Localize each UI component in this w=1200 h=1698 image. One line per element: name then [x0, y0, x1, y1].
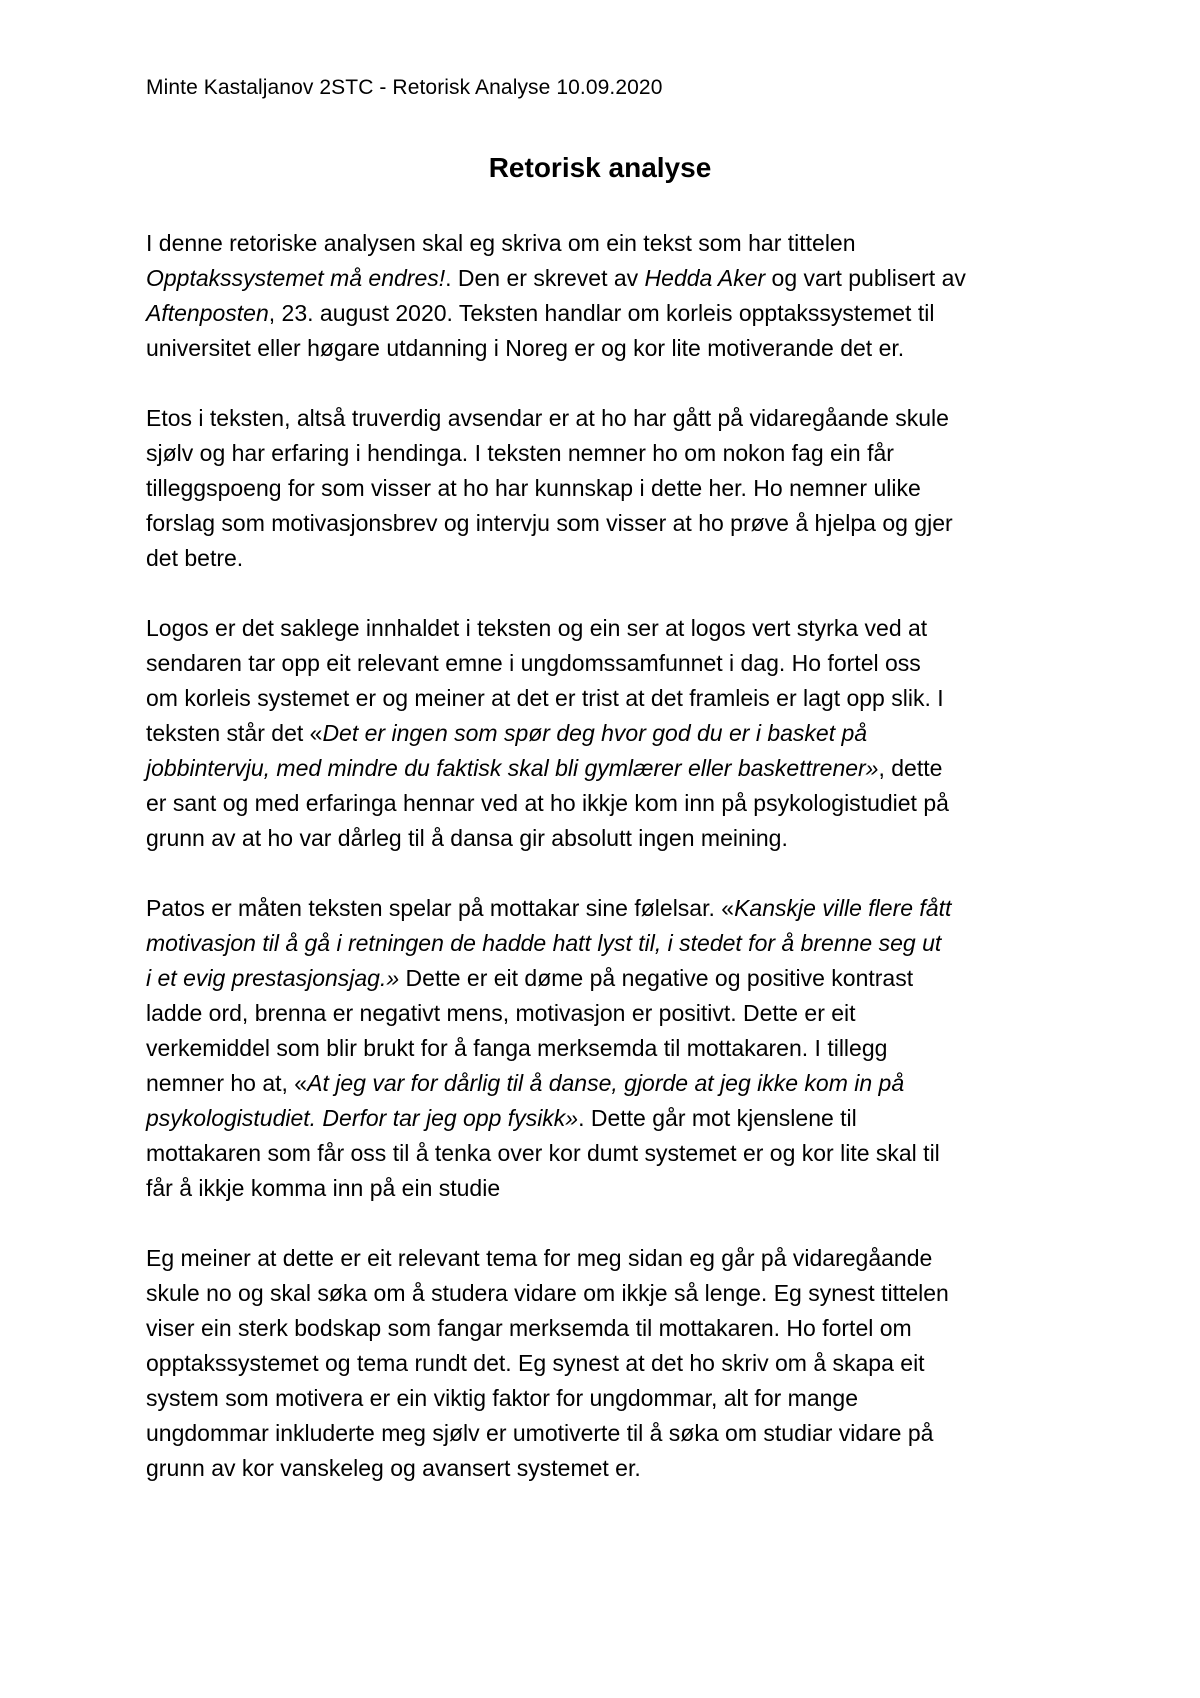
text-run: Logos er det saklege innhaldet i teksten og ein ser at logos vert styrka ved at	[146, 615, 928, 641]
text-line	[146, 996, 1076, 1031]
text-line	[146, 1346, 1076, 1381]
italic-text: Aftenposten	[146, 300, 269, 326]
text-run: om korleis systemet er og meiner at det er trist at det framleis er lagt opp slik. I	[146, 685, 944, 711]
italic-text: motivasjon til å gå i retningen de hadde hatt lyst til, i stedet for å brenne seg ut	[146, 930, 942, 956]
italic-text: Opptakssystemet må endres!	[146, 265, 446, 291]
paragraph	[146, 401, 1076, 576]
text-run: grunn av kor vanskeleg og avansert systemet er.	[146, 1455, 641, 1481]
paragraph	[146, 226, 1076, 366]
italic-text: jobbintervju, med mindre du faktisk skal bli gymlærer eller baskettrener»	[146, 755, 879, 781]
text-line	[146, 331, 1076, 366]
text-run: Etos i teksten, altså truverdig avsendar er at ho har gått på vidaregåande skule	[146, 405, 949, 431]
text-line	[146, 1311, 1076, 1346]
paragraph	[146, 891, 1076, 1206]
text-run: forslag som motivasjonsbrev og intervju som visser at ho prøve å hjelpa og gjer	[146, 510, 953, 536]
text-run: , dette	[878, 755, 943, 781]
text-line	[146, 1276, 1076, 1311]
text-line	[146, 1101, 1076, 1136]
text-run: nemner ho at, «	[146, 1070, 308, 1096]
document-header: Minte Kastaljanov 2STC - Retorisk Analyse 10.09.2020	[146, 76, 663, 99]
text-run: Patos er måten teksten spelar på mottakar sine følelsar. «	[146, 895, 735, 921]
text-line	[146, 716, 1076, 751]
text-run: ungdommar inkluderte meg sjølv er umotiverte til å søka om studiar vidare på	[146, 1420, 934, 1446]
text-line	[146, 261, 1076, 296]
text-run: er sant og med erfaringa hennar ved at ho ikkje kom inn på psykologistudiet på	[146, 790, 949, 816]
text-run: Dette er eit døme på negative og positive kontrast	[399, 965, 914, 991]
italic-text: Det er ingen som spør deg hvor god du er i basket på	[322, 720, 868, 746]
text-line	[146, 1066, 1076, 1101]
text-run: verkemiddel som blir brukt for å fanga merksemda til mottakaren. I tillegg	[146, 1035, 888, 1061]
text-line	[146, 646, 1076, 681]
text-line	[146, 401, 1076, 436]
text-run: det betre.	[146, 545, 244, 571]
text-run: . Den er skrevet av	[445, 265, 645, 291]
text-line	[146, 1451, 1076, 1486]
text-run: skule no og skal søka om å studera vidare om ikkje så lenge. Eg synest tittelen	[146, 1280, 949, 1306]
text-line	[146, 436, 1076, 471]
italic-text: psykologistudiet. Derfor tar jeg opp fysikk»	[146, 1105, 579, 1131]
text-line	[146, 786, 1076, 821]
text-run: sjølv og har erfaring i hendinga. I teksten nemner ho om nokon fag ein får	[146, 440, 894, 466]
text-run: system som motivera er ein viktig faktor for ungdommar, alt for mange	[146, 1385, 858, 1411]
text-line	[146, 1416, 1076, 1451]
text-line	[146, 926, 1076, 961]
text-line	[146, 891, 1076, 926]
text-line	[146, 961, 1076, 996]
text-run: , 23. august 2020. Teksten handlar om korleis opptakssystemet til	[268, 300, 935, 326]
text-run: mottakaren som får oss til å tenka over kor dumt systemet er og kor lite skal til	[146, 1140, 940, 1166]
text-line	[146, 541, 1076, 576]
italic-text: Hedda Aker	[644, 265, 766, 291]
text-line	[146, 751, 1076, 786]
italic-text: At jeg var for dårlig til å danse, gjorde at jeg ikke kom in på	[307, 1070, 905, 1096]
text-run: ladde ord, brenna er negativt mens, motivasjon er positivt. Dette er eit	[146, 1000, 856, 1026]
text-run: og vart publisert av	[765, 265, 966, 291]
text-line	[146, 296, 1076, 331]
text-run: I denne retoriske analysen skal eg skriva om ein tekst som har tittelen	[146, 230, 856, 256]
text-run: viser ein sterk bodskap som fangar merksemda til mottakaren. Ho fortel om	[146, 1315, 912, 1341]
text-run: sendaren tar opp eit relevant emne i ungdomssamfunnet i dag. Ho fortel oss	[146, 650, 921, 676]
text-run: Eg meiner at dette er eit relevant tema for meg sidan eg går på vidaregåande	[146, 1245, 933, 1271]
text-run: opptakssystemet og tema rundt det. Eg synest at det ho skriv om å skapa eit	[146, 1350, 925, 1376]
italic-text: i et evig prestasjonsjag.»	[146, 965, 400, 991]
text-line	[146, 471, 1076, 506]
text-line	[146, 821, 1076, 856]
text-run: får å ikkje komma inn på ein studie	[146, 1175, 501, 1201]
text-line	[146, 1031, 1076, 1066]
text-run: teksten står det «	[146, 720, 323, 746]
text-line	[146, 681, 1076, 716]
text-run: . Dette går mot kjenslene til	[578, 1105, 857, 1131]
text-run: universitet eller høgare utdanning i Noreg er og kor lite motiverande det er.	[146, 335, 905, 361]
paragraph	[146, 611, 1076, 856]
text-line	[146, 1381, 1076, 1416]
document-title: Retorisk analyse	[488, 152, 712, 183]
text-line	[146, 1171, 1076, 1206]
text-line	[146, 611, 1076, 646]
text-line	[146, 506, 1076, 541]
document-body	[146, 226, 1076, 1521]
text-run: tilleggspoeng for som visser at ho har kunnskap i dette her. Ho nemner ulike	[146, 475, 921, 501]
text-line	[146, 1136, 1076, 1171]
paragraph	[146, 1241, 1076, 1486]
text-run: grunn av at ho var dårleg til å dansa gir absolutt ingen meining.	[146, 825, 788, 851]
text-line	[146, 226, 1076, 261]
italic-text: Kanskje ville flere fått	[734, 895, 952, 921]
text-line	[146, 1241, 1076, 1276]
